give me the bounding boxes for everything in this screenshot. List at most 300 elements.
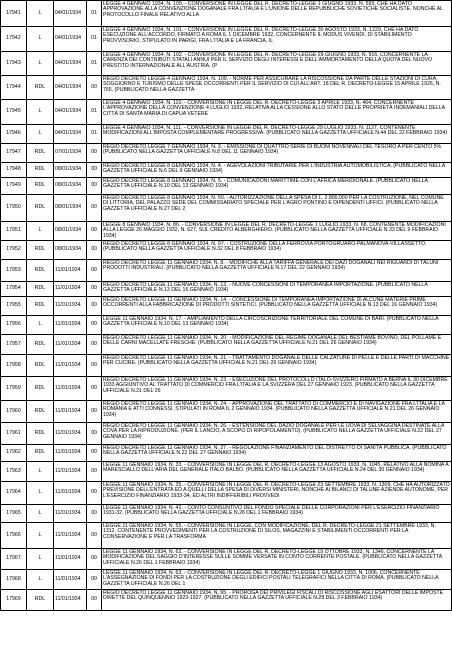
record-code-text: 00 [91, 266, 97, 273]
table-row [0, 523, 452, 549]
record-type [27, 549, 54, 569]
record-type-text: RDL [34, 266, 46, 273]
record-number [0, 482, 27, 504]
record-number-text: 17945 [6, 108, 21, 115]
record-description [102, 355, 452, 376]
record-number [0, 590, 27, 610]
record-number [0, 401, 27, 422]
record-type-text: RDL [34, 83, 46, 90]
record-number [0, 549, 27, 569]
record-number [0, 462, 27, 481]
table-row [0, 76, 452, 100]
record-type [27, 27, 54, 51]
record-type [27, 178, 54, 194]
table-row [0, 423, 452, 445]
record-number [0, 195, 27, 221]
record-type-text: L [38, 59, 42, 66]
record-code-text: 00 [91, 204, 97, 211]
record-code-text: 00 [91, 182, 97, 189]
record-description-text: LEGGE 4 GENNAIO 1934, N. 110. - CONVERSIONE IN LEGGE DEL R. DECRETO-LEGGE 3 APRILE 1933, N. 464, CONCERNENTE L'APPROVAZIONE DELLA CONVENZIONE 4 LUGLIO 1932, RELATIVA ALLA CESSIONE ALLO STATO DELLE PROPRIETÀ INDEMANIALI DELLA CITTÀ DI SANTA MARIA DI CAPUA VETERE [103, 100, 445, 117]
record-date-text: 07/01/1934 [55, 149, 81, 156]
record-date [54, 1, 87, 26]
record-description-text: REGIO DECRETO LEGGE 11 GENNAIO 1934, N. 8. - MODIFICHE ALLA TARIFFA GENERALE DEI DAZI DOGANALI NEI RIGUARDI DI TALUNI PRODOTTI INDUSTRIALI. (PUBBLICATO NELLA GAZZETTA UFFICIALE N.17 DEL 22 GENNAIO 1934) [103, 260, 439, 272]
record-code [87, 260, 102, 281]
table-row [0, 316, 452, 335]
record-number-text: 17941 [6, 9, 21, 16]
record-code-text: 00 [91, 429, 97, 436]
table-row [0, 52, 452, 76]
record-description [102, 100, 452, 124]
record-code [87, 1, 102, 26]
record-date [54, 505, 87, 522]
record-code-text: 00 [91, 509, 97, 516]
record-code-text: 01 [91, 9, 97, 16]
record-number [0, 100, 27, 124]
record-number [0, 570, 27, 589]
record-number [0, 316, 27, 334]
record-date [54, 100, 87, 124]
record-date-text: 11/01/1934 [55, 340, 81, 347]
table-row [0, 401, 452, 423]
record-type [27, 195, 54, 221]
record-description [102, 195, 452, 221]
record-date [54, 570, 87, 589]
table-row [0, 27, 452, 52]
record-date [54, 163, 87, 177]
record-description [102, 241, 452, 259]
record-type-text: RDL [34, 246, 46, 253]
record-description-text: REGIO DECRETO LEGGE 8 GENNAIO 1934, N. 4. - AGEVOLAZIONI TRIBUTARIE PER L'INDUSTRIA AUTOMOBILISTICA. (PUBBLICATO NELLA GAZZETTA UFFICIALE N.6 DEL 9 GENNAIO 1934) [103, 163, 446, 175]
record-description-text: LEGGE 11 GENNAIO 1934, N. 55. - CONVERSIONE IN LEGGE, CON MODIFICAZIONE, DEL R. DECRETO-LEGGE 21 SETTEMBRE 1933, N. 1312, CONTENENTE PROVVEDIMENTI PER LA COSTRUZIONE DI SILOS, MAGAZZINI E STABILIMENTI OCCORRENTI PER LA CONSERVAZIONE E PER LA TRASFORMA [103, 523, 436, 540]
record-code [87, 335, 102, 354]
record-code [87, 241, 102, 259]
record-code-text: 00 [91, 531, 97, 538]
record-number-text: 17960 [6, 407, 21, 414]
record-number [0, 1, 27, 26]
record-date-text: 08/01/1934 [55, 182, 81, 189]
record-date [54, 445, 87, 461]
record-number-text: 17962 [6, 449, 21, 456]
record-date [54, 222, 87, 240]
record-number-text: 17946 [6, 130, 21, 137]
record-code-text: 00 [91, 227, 97, 234]
record-number [0, 52, 27, 75]
record-description [102, 178, 452, 194]
record-number-text: 17963 [6, 467, 21, 474]
record-description-text: REGIO DECRETO LEGGE 7 GENNAIO 1934, N. 3. - EMISSIONE DI QUATTRO SERIE DI BUONI NOVENNALI DEL TESORO A PER CENTO 5% (PUBBLICATO NELLA GAZZETTA UFFICIALE N.8 DEL 11 GENNAIO 1934) [103, 144, 442, 156]
record-type [27, 523, 54, 548]
record-number-text: 17966 [6, 531, 21, 538]
record-type [27, 462, 54, 481]
record-number [0, 178, 27, 194]
record-description-text: REGIO DECRETO LEGGE 11 GENNAIO 1934, N. 24. - APPROVAZIONE DEL TRATTATO DI COMMERCIO E DI NAVIGAZIONE FRA L'ITALIA E LA ROMANIA E ATTI CONNESSI, STIPULATI IN ROMA IL 2 GENNAIO 1934. (PUBBLICATO NELLA GAZZETTA UFFICIALE N.21 DEL 26 GENNAIO 1934) [103, 401, 445, 418]
record-description [102, 222, 452, 240]
record-number [0, 241, 27, 259]
table-row [0, 260, 452, 282]
record-description [102, 52, 452, 75]
record-date [54, 282, 87, 296]
record-description-text: REGIO DECRETO LEGGE 8 GENNAIO 1934, N. 50. - AUTORIZZAZIONE DELLA SPESA DI L. 2.800.000 PER LA COSTRUZIONE, NEL COMUNE DI LITTORIA, DEL PALAZZO SEDE DEL COMMISSARIATO SPECIALE PER L'AGRO PONTINO E DIPENDENTI UFFICI. (PUBBLICATO NELLA GAZZETTA UFFICIALE N.27 DEL 2 [103, 195, 444, 212]
record-code-text: 00 [91, 555, 97, 562]
record-date-text: 11/01/1934 [55, 531, 81, 538]
record-type [27, 76, 54, 99]
record-number-text: 17955 [6, 302, 21, 309]
record-date [54, 549, 87, 569]
record-date [54, 355, 87, 376]
record-description-text: LEGGE 4 GENNAIO 1934, N. 101. - CONVERSIONE IN LEGGE DEL R. DECRETO-LEGGE 30 AGOSTO 1933, N. 1229, CHE HA DATO ESECUZIONE ALL'ACCORDO, FIRMATO A ROMA IL 1 DICEMBRE 1932, CONCERNENTE IL MODUS VIVENDI, DI STABILIMENTO PROVVISORIO, STIPULATO IN PARIGI, FRA L'ITALIA E LA FRANCIA, IL [103, 27, 419, 44]
record-description-text: REGIO DECRETO LEGGE 11 GENNAIO 1934, N. 65. - PROROGA DEI PRIVILEGI FISCALI DI RISCOSSIONE AGLI ESATTORI DELLE IMPOSTE DIRETTE DEL QUINQUENNIO 1923-1927. (PUBBLICATO NELLA GAZZETTA UFFICIALE N.28 DEL 3 FEBBRAIO 1934) [103, 590, 444, 602]
record-number [0, 282, 27, 296]
record-code [87, 52, 102, 75]
record-code-text: 00 [91, 149, 97, 156]
record-type-text: RDL [34, 429, 46, 436]
record-type-text: L [38, 489, 42, 496]
record-description-text: LEGGE 11 GENNAIO 1934, N. 63. - CONVERSIONE IN LEGGE DEL R. DECRETO-LEGGE 1 GIUGNO 1933, N. 1006, CONCERNENTE L'ASSEGNAZIONE DI FONDI PER LA COSTRUZIONE DEGLI EDIFICI POSTALI TELEGRAFICI NELLA CITTÀ DI ROMA. (PUBBLICATO NELLA GAZZETTA UFFICIALE N.26 DEL 1 [103, 570, 439, 587]
record-number-text: 17950 [6, 204, 21, 211]
record-type [27, 355, 54, 376]
record-date [54, 590, 87, 610]
record-code [87, 401, 102, 422]
record-date-text: 04/01/1934 [55, 59, 81, 66]
record-number-text: 17968 [6, 575, 21, 582]
record-type-text: RDL [34, 204, 46, 211]
record-number [0, 76, 27, 99]
record-number [0, 445, 27, 461]
record-type-text: L [38, 9, 42, 16]
record-number [0, 27, 27, 51]
record-description [102, 523, 452, 548]
record-code [87, 505, 102, 522]
record-description-text: REGIO DECRETO LEGGE 11 GENNAIO 1934, N. 13. - NUOVE CONCESSIONI DI TEMPORANEA IMPORTAZIONE. (PUBBLICATO NELLA GAZZETTA UFFICIALE N.13 DEL 16 GENNAIO 1934) [103, 282, 428, 294]
table-row [0, 377, 452, 401]
record-description [102, 297, 452, 315]
record-number [0, 125, 27, 143]
record-number [0, 260, 27, 281]
record-code-text: 00 [91, 340, 97, 347]
record-number-text: 17951 [6, 227, 21, 234]
table-row [0, 195, 452, 222]
table-row [0, 1, 452, 27]
record-code-text: 00 [91, 361, 97, 368]
record-date-text: 04/01/1934 [55, 9, 81, 16]
record-description-text: REGIO DECRETO LEGGE 8 GENNAIO 1934, N. 97. - COSTRUZIONE DELLA FERROVIA PORTOGRUARO-PALMANOVA-VILLASSETTO. (PUBBLICATO NELLA GAZZETTA UFFICIALE N.32 DEL 8 FEBBRAIO 1934) [103, 241, 427, 253]
record-date-text: 11/01/1934 [55, 321, 81, 328]
record-type-text: RDL [34, 182, 46, 189]
table-row [0, 355, 452, 377]
record-number [0, 335, 27, 354]
record-date-text: 11/01/1934 [55, 467, 81, 474]
record-number-text: 17969 [6, 596, 21, 603]
record-type-text: L [38, 509, 42, 516]
record-code-text: 00 [91, 384, 97, 391]
record-code-text: 00 [91, 467, 97, 474]
record-date [54, 241, 87, 259]
record-description [102, 1, 452, 26]
table-row [0, 462, 452, 482]
record-description-text: LEGGE 11 GENNAIO 1934, N. 17. - AMPLIAMENTO DELLA CIRCOSCRIZIONE TERRITORIALE DEL COMUNE DI BARI. (PUBBLICATO NELLA GAZZETTA UFFICIALE N.10 DEL 13 GENNAIO 1934) [103, 316, 439, 328]
record-description [102, 482, 452, 504]
record-code [87, 144, 102, 162]
record-type-text: RDL [34, 149, 46, 156]
record-description [102, 335, 452, 354]
record-date-text: 08/01/1934 [55, 227, 81, 234]
record-number [0, 222, 27, 240]
record-code-text: 00 [91, 166, 97, 173]
record-type [27, 222, 54, 240]
record-type-text: L [38, 467, 42, 474]
record-type-text: L [38, 227, 42, 234]
record-description [102, 445, 452, 461]
record-code-text: 00 [91, 596, 97, 603]
record-description-text: LEGGE 11 GENNAIO 1934, N. 42. - CONTO CONSUNTIVO DEL FONDO SPECIALE DELLE CORPORAZIONI PER L'ESERCIZIO FINANZIARIO 1931-32. (PUBBLICATO NELLA GAZZETTA UFFICIALE N.26 DEL 1 FEBBRAIO 1934) [103, 505, 440, 517]
record-type [27, 482, 54, 504]
record-type [27, 100, 54, 124]
record-number [0, 144, 27, 162]
record-date-text: 11/01/1934 [55, 575, 81, 582]
record-date-text: 11/01/1934 [55, 285, 81, 292]
record-code-text: 00 [91, 575, 97, 582]
record-type [27, 1, 54, 26]
record-description-text: REGIO DECRETO LEGGE 11 GENNAIO 1934, N. 27. - REGOLAZIONE FINANZIAMENTO DEL DISTRETTO DI SANITÀ PUBBLICA. (PUBBLICATO NELLA GAZZETTA UFFICIALE N.22 DEL 27 GENNAIO 1934) [103, 445, 447, 457]
record-date-text: 08/01/1934 [55, 246, 81, 253]
record-description-text: LEGGE 11 GENNAIO 1934, N. 35. - CONVERSIONE IN LEGGE DEL R. DECRETO-LEGGE 23 SETTEMBRE 1933, N. 1309, CHE HA AUTORIZZATO PREVISIONE DELL'ENTRATA ED A QUELLI DELLA SPESA DI DIVERSI MINISTERI, NONCHÉ AI BILANCI DI TALUNE AZIENDE AUTONOME, PER L'ESERCIZIO FINANZIARIO 1933-34, ED ALTRI INDIFFERIBILI PROVVEDI [103, 482, 450, 499]
record-description [102, 282, 452, 296]
record-code-text: 01 [91, 108, 97, 115]
record-code [87, 462, 102, 481]
record-description-text: REGIO DECRETO LEGGE 11 GENNAIO 1934, N. 14. - CONCESSIONE DI TEMPORANEA IMPORTAZIONE DI ALCUNE MATERIE PRIME OCCORRENTI ALLA FABBRICAZIONE DI PRODOTTI SINTETICI. (PUBBLICATO NELLA GAZZETTA UFFICIALE N.13 DEL 16 GENNAIO 1934) [103, 297, 438, 309]
record-code-text: 00 [91, 407, 97, 414]
record-date [54, 76, 87, 99]
record-code [87, 523, 102, 548]
record-description-text: REGIO DECRETO LEGGE 11 GENNAIO 1934, N. 26. - ESTENSIONE DEL DAZIO DOGANALE PER LE UOVA DI SELVAGGINA DESTINATE ALLA COVA PER LA RIPRODUZIONE. (PER IL LANCIO, A SCOPO DI RIPOPOLAMENTO). (PUBBLICATO NELLA GAZZETTA UFFICIALE N.22 DEL 27 GENNAIO 1934) [103, 423, 445, 440]
record-number [0, 423, 27, 444]
record-number [0, 297, 27, 315]
record-number-text: 17953 [6, 266, 21, 273]
record-code-text: 00 [91, 302, 97, 309]
record-number-text: 17965 [6, 509, 21, 516]
record-type-text: RDL [34, 166, 46, 173]
record-date-text: 11/01/1934 [55, 361, 81, 368]
table-row [0, 241, 452, 260]
record-date [54, 144, 87, 162]
record-date-text: 04/01/1934 [55, 83, 81, 90]
record-code [87, 445, 102, 461]
record-description [102, 125, 452, 143]
record-number-text: 17958 [6, 361, 21, 368]
record-number-text: 17964 [6, 489, 21, 496]
record-description [102, 27, 452, 51]
record-description-text: REGIO DECRETO LEGGE 11 GENNAIO 1934, N. 23. - ESECUZIONE DEL PROTOCOLLO ITALO-SVIZZERO FIRMATO A BERNA IL 30 DICEMBRE 1933 AGGIUNTIVO AL TRATTATO DI COMMERCIO FRA L'ITALIA E LA SVIZZERA DEL 27 GENNAIO 1923. (PUBBLICATO NELLA GAZZETTA UFFICIALE N.21 DEL 26 [103, 377, 448, 394]
record-date-text: 11/01/1934 [55, 596, 81, 603]
record-code-text: 01 [91, 35, 97, 42]
record-code [87, 549, 102, 569]
record-description [102, 163, 452, 177]
record-code-text: 01 [91, 59, 97, 66]
record-number-text: 17942 [6, 35, 21, 42]
record-number-text: 17959 [6, 384, 21, 391]
record-date-text: 08/01/1934 [55, 204, 81, 211]
record-type [27, 401, 54, 422]
record-description [102, 423, 452, 444]
record-type-text: RDL [34, 285, 46, 292]
record-date [54, 316, 87, 334]
record-type-text: L [38, 575, 42, 582]
record-code [87, 222, 102, 240]
record-code [87, 590, 102, 610]
record-number-text: 17947 [6, 149, 21, 156]
record-date-text: 11/01/1934 [55, 429, 81, 436]
record-description [102, 260, 452, 281]
record-date [54, 462, 87, 481]
record-type-text: RDL [34, 407, 46, 414]
record-type-text: L [38, 35, 42, 42]
record-code [87, 125, 102, 143]
record-code [87, 178, 102, 194]
record-date [54, 297, 87, 315]
record-description-text: LEGGE 4 GENNAIO 1934, N. 100. - CONVERSIONE IN LEGGE DEL R. DECRETO-LEGGE 1 GIUGNO 1933, N. 593, CHE HA DATO APPROVAZIONE ALLA CONVENZIONE DOGANALE FRA L'ITALIA E L'UNIONE DELLE REPUBBLICHE SOVIETICHE SOCIALISTE, NONCHÉ AL PROTOCOLLO FINALE RELATIVO ALLA [103, 1, 443, 18]
record-type [27, 282, 54, 296]
record-code-text: 00 [91, 321, 97, 328]
record-number [0, 163, 27, 177]
record-description [102, 316, 452, 334]
record-description-text: REGIO DECRETO LEGGE 4 GENNAIO 1934, N. 109. - NORME PER ASSICURARE LA RISCOSSIONE DA PARTE DELLE STAZIONI DI CURA, SOGGIORNO E TURISMO DELLE SPESE OCCORRENTI PER IL SERVIZIO DI CUI ALL'ART. 18 DEL R. DECRETO-LEGGE 15 APRILE 1926, N. 765. (PUBBLICATO NELLA GAZZETTA [103, 76, 441, 93]
table-row [0, 222, 452, 241]
record-type-text: L [38, 321, 42, 328]
record-date [54, 401, 87, 422]
record-type-text: RDL [34, 449, 46, 456]
record-type [27, 445, 54, 461]
record-date [54, 482, 87, 504]
record-number-text: 17957 [6, 340, 21, 347]
record-type-text: RDL [34, 340, 46, 347]
record-description-text: LEGGE 11 GENNAIO 1934, N. 62. - CONVERSIONE IN LEGGE DEL R. DECRETO-LEGGE 19 OTTOBRE 1933, N. 1346, CONCERNENTE LA MODIFICAZIONE DEL SAGGIO D'INTERESSE SULLE SOMME VERSATE IN CONTO CORRENTE POSTALE. (PUBBLICATO NELLA GAZZETTA UFFICIALE N.26 DEL 1 FEBBRAIO 1934) [103, 549, 442, 566]
record-date [54, 195, 87, 221]
record-code [87, 76, 102, 99]
record-description-text: REGIO DECRETO LEGGE 8 GENNAIO 1934, N. 5. - COMUNICAZIONI MARITTIME CON L'AFRICA MERIDIONALE. (PUBBLICATO NELLA GAZZETTA UFFICIALE N.10 DEL 13 GENNAIO 1934) [103, 178, 428, 190]
record-number [0, 523, 27, 548]
record-number-text: 17956 [6, 321, 21, 328]
record-description [102, 377, 452, 400]
record-type-text: L [38, 555, 42, 562]
record-code-text: 00 [91, 83, 97, 90]
record-number [0, 355, 27, 376]
table-row [0, 100, 452, 125]
record-date-text: 08/01/1934 [55, 166, 81, 173]
record-type [27, 570, 54, 589]
record-date [54, 52, 87, 75]
record-date-text: 04/01/1934 [55, 108, 81, 115]
record-type-text: L [38, 130, 42, 137]
record-description [102, 549, 452, 569]
record-number-text: 17961 [6, 429, 21, 436]
record-description [102, 144, 452, 162]
record-date-text: 04/01/1934 [55, 35, 81, 42]
record-number-text: 17952 [6, 246, 21, 253]
record-description [102, 570, 452, 589]
record-description-text: LEGGE 11 GENNAIO 1934, N. 33. - CONVERSIONE IN LEGGE DEL R. DECRETO-LEGGE 13 AGOSTO 1933, N. 1045, RELATIVO ALLA NOMINA A MARESCIALLO DELL'ARIA DEL GENERALE ITALO BALBO. (PUBBLICATO NELLA GAZZETTA UFFICIALE N.24 DEL 30 GENNAIO 1934) [103, 462, 449, 474]
record-date-text: 11/01/1934 [55, 509, 81, 516]
record-type [27, 144, 54, 162]
record-description [102, 401, 452, 422]
record-type [27, 505, 54, 522]
record-description [102, 462, 452, 481]
record-date-text: 11/01/1934 [55, 407, 81, 414]
record-description-text: LEGGE 4 GENNAIO 1934, N. 111. - CONVERSIONE IN LEGGE DEL R. DECRETO-LEGGE 29 LUGLIO 1933, N. 1127, CONTENENTE MODIFICAZIONI ALL'IMPOSTA COMPLEMENTARE PROGRESSIVA. (PUBBLICATO NELLA GAZZETTA UFFICIALE N.44 DEL 22 FEBBRAIO 1934) [103, 125, 448, 137]
record-date [54, 377, 87, 400]
record-description [102, 505, 452, 522]
record-number-text: 17943 [6, 59, 21, 66]
record-date [54, 125, 87, 143]
record-type [27, 241, 54, 259]
record-code-text: 00 [91, 449, 97, 456]
record-description [102, 590, 452, 610]
record-code [87, 27, 102, 51]
record-code-text: 00 [91, 246, 97, 253]
record-date [54, 423, 87, 444]
record-code [87, 100, 102, 124]
record-description-text: REGIO DECRETO LEGGE 11 GENNAIO 1934, N. 21. - TRATTAMENTO DOGANALE DELLE CALZATURE DI PELLE E DELLE PARTI DI MACCHINE PER CUCIRE. (PUBBLICATO NELLA GAZZETTA UFFICIALE N.21 DEL 26 GENNAIO 1934) [103, 355, 450, 367]
record-number-text: 17954 [6, 285, 21, 292]
record-code-text: 01 [91, 130, 97, 137]
table-row [0, 590, 452, 611]
record-number-text: 17948 [6, 166, 21, 173]
record-date [54, 27, 87, 51]
record-description-text: LEGGE 8 GENNAIO 1934, N. 86. - CONVERSIONE IN LEGGE DEL R. DECRETO-LEGGE 1 LUGLIO 1933, N. 68, CONTENENTE MODIFICAZIONI ALLA LEGGE 26 MAGGIO 1932, N. 627, SUL CREDITO ALBERGHIERO. (PUBBLICATO NELLA GAZZETTA UFFICIALE N.33 DEL 9 FEBBRAIO 1934) [103, 222, 446, 239]
record-type [27, 377, 54, 400]
table-row [0, 445, 452, 462]
record-code [87, 163, 102, 177]
record-code [87, 282, 102, 296]
record-date [54, 523, 87, 548]
record-type [27, 297, 54, 315]
record-code [87, 355, 102, 376]
record-date-text: 04/01/1934 [55, 130, 81, 137]
table-row [0, 505, 452, 523]
record-description-text: LEGGE 4 GENNAIO 1934, N. 102. - CONVERSIONE IN LEGGE DEL R. DECRETO-LEGGE 29 GIUGNO 1933, N. 916, CONCERNENTE LA CARENZA DEI CONTRIBUTI STATALI ANNUI PER IL SERVIZIO DEGLI INTERESSI E DELL'AMMORTAMENTO DELLA QUOTA DEL NUOVO PRESTITO INTERNAZIONALE ALL'AUSTRIA. (P [103, 52, 433, 69]
record-type-text: RDL [34, 384, 46, 391]
record-date-text: 11/01/1934 [55, 266, 81, 273]
record-date-text: 11/01/1934 [55, 489, 81, 496]
record-code [87, 297, 102, 315]
record-type-text: RDL [34, 302, 46, 309]
record-number [0, 505, 27, 522]
record-code [87, 195, 102, 221]
table-row [0, 297, 452, 316]
table-row [0, 163, 452, 178]
record-date-text: 11/01/1934 [55, 384, 81, 391]
record-type [27, 52, 54, 75]
record-code [87, 316, 102, 334]
record-description-text: REGIO DECRETO LEGGE 11 GENNAIO 1934, N. 20. - MODIFICAZIONE DEL REGIME DOGANALE DEL BESTIAME BOVINO, DEL POLLAME E DELLE CARNI MACELLATE FRESCHE. (PUBBLICATO NELLA GAZZETTA UFFICIALE N.21 DEL 26 GENNAIO 1934) [103, 335, 442, 347]
record-type-text: RDL [34, 596, 46, 603]
record-code [87, 377, 102, 400]
table-row [0, 335, 452, 355]
record-type [27, 163, 54, 177]
record-code-text: 00 [91, 489, 97, 496]
record-date [54, 335, 87, 354]
table-row [0, 125, 452, 144]
record-code [87, 482, 102, 504]
record-date-text: 11/01/1934 [55, 302, 81, 309]
record-date-text: 11/01/1934 [55, 449, 81, 456]
table-row [0, 482, 452, 505]
table-row [0, 549, 452, 570]
record-date [54, 260, 87, 281]
record-number-text: 17967 [6, 555, 21, 562]
record-number-text: 17944 [6, 83, 21, 90]
record-type [27, 260, 54, 281]
record-type-text: L [38, 108, 42, 115]
